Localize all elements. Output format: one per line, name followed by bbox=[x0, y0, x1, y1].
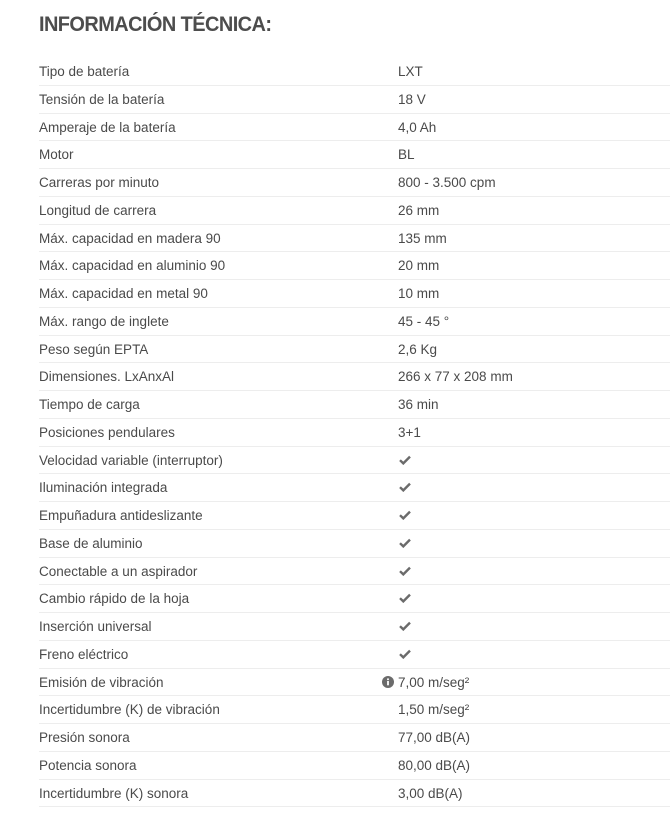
spec-row bbox=[39, 474, 670, 502]
spec-label: Iluminación integrada bbox=[39, 480, 168, 496]
spec-row bbox=[39, 419, 670, 447]
spec-label: Empuñadura antideslizante bbox=[39, 508, 203, 523]
spec-value: 20 mm bbox=[398, 258, 440, 274]
check-icon bbox=[399, 566, 411, 576]
spec-label: Amperaje de la batería bbox=[39, 119, 176, 135]
spec-value: LXT bbox=[398, 64, 423, 79]
spec-value: BL bbox=[398, 147, 415, 163]
spec-row bbox=[39, 780, 670, 808]
spec-label: Tiempo de carga bbox=[39, 397, 140, 412]
spec-row bbox=[39, 585, 670, 613]
spec-value: 80,00 dB(A) bbox=[398, 757, 471, 773]
spec-value: 36 min bbox=[398, 397, 439, 412]
check-icon bbox=[399, 510, 411, 520]
spec-label: Freno eléctrico bbox=[39, 646, 129, 662]
page-title: INFORMACIÓN TÉCNICA: bbox=[39, 13, 272, 36]
spec-row bbox=[39, 114, 670, 142]
spec-label: Presión sonora bbox=[39, 730, 130, 745]
spec-row bbox=[39, 530, 670, 558]
spec-value: 4,0 Ah bbox=[398, 119, 437, 135]
spec-value: 3,00 dB(A) bbox=[398, 785, 463, 801]
spec-value: 266 x 77 x 208 mm bbox=[398, 369, 513, 385]
spec-label: Cambio rápido de la hoja bbox=[39, 591, 190, 607]
spec-label: Base de aluminio bbox=[39, 535, 143, 551]
info-icon[interactable] bbox=[382, 676, 394, 688]
spec-label: Inserción universal bbox=[39, 619, 152, 634]
check-icon bbox=[399, 649, 411, 659]
spec-row bbox=[39, 280, 670, 308]
spec-value: 26 mm bbox=[398, 202, 440, 218]
spec-row bbox=[39, 336, 670, 364]
spec-label: Tensión de la batería bbox=[39, 91, 165, 107]
check-icon bbox=[399, 538, 411, 548]
spec-row bbox=[39, 169, 670, 197]
spec-value: 2,6 Kg bbox=[398, 341, 438, 357]
spec-label: Conectable a un aspirador bbox=[39, 563, 198, 579]
spec-row bbox=[39, 391, 670, 419]
spec-row bbox=[39, 86, 670, 114]
spec-row bbox=[39, 558, 670, 586]
spec-value: 18 V bbox=[398, 91, 426, 107]
check-icon bbox=[399, 593, 411, 603]
spec-label: Potencia sonora bbox=[39, 757, 137, 773]
spec-label: Tipo de batería bbox=[39, 64, 130, 79]
spec-row bbox=[39, 58, 670, 86]
spec-row bbox=[39, 502, 670, 530]
spec-value: 7,00 m/seg² bbox=[398, 674, 470, 690]
spec-label: Emisión de vibración bbox=[39, 674, 164, 690]
spec-label: Máx. rango de inglete bbox=[39, 313, 169, 329]
spec-label: Incertidumbre (K) de vibración bbox=[39, 702, 220, 718]
spec-label: Máx. capacidad en aluminio 90 bbox=[39, 258, 226, 274]
spec-row bbox=[39, 752, 670, 780]
spec-value: 135 mm bbox=[398, 230, 447, 246]
spec-value: 800 - 3.500 cpm bbox=[398, 175, 496, 190]
spec-row bbox=[39, 141, 670, 169]
spec-value: 77,00 dB(A) bbox=[398, 730, 471, 745]
spec-label: Dimensiones. LxAnxAl bbox=[39, 369, 175, 385]
spec-table bbox=[39, 58, 670, 807]
check-icon bbox=[399, 455, 411, 465]
check-icon bbox=[399, 482, 411, 492]
spec-label: Máx. capacidad en metal 90 bbox=[39, 286, 208, 301]
spec-label: Incertidumbre (K) sonora bbox=[39, 785, 189, 801]
spec-label: Peso según EPTA bbox=[39, 341, 149, 357]
spec-label: Carreras por minuto bbox=[39, 175, 160, 190]
spec-row bbox=[39, 363, 670, 391]
spec-row bbox=[39, 641, 670, 669]
spec-value: 45 - 45 ° bbox=[398, 313, 450, 329]
spec-row bbox=[39, 252, 670, 280]
spec-row bbox=[39, 669, 670, 697]
spec-label: Motor bbox=[39, 147, 74, 163]
spec-row bbox=[39, 447, 670, 475]
spec-row bbox=[39, 696, 670, 724]
spec-value: 1,50 m/seg² bbox=[398, 702, 470, 718]
check-icon bbox=[399, 621, 411, 631]
spec-value: 3+1 bbox=[398, 424, 421, 440]
spec-row bbox=[39, 613, 670, 641]
spec-row bbox=[39, 225, 670, 253]
spec-row bbox=[39, 197, 670, 225]
spec-label: Longitud de carrera bbox=[39, 202, 157, 218]
spec-row bbox=[39, 724, 670, 752]
spec-label: Posiciones pendulares bbox=[39, 424, 175, 440]
spec-label: Velocidad variable (interruptor) bbox=[39, 452, 223, 468]
spec-value: 10 mm bbox=[398, 286, 440, 301]
spec-label: Máx. capacidad en madera 90 bbox=[39, 230, 221, 246]
spec-row bbox=[39, 308, 670, 336]
